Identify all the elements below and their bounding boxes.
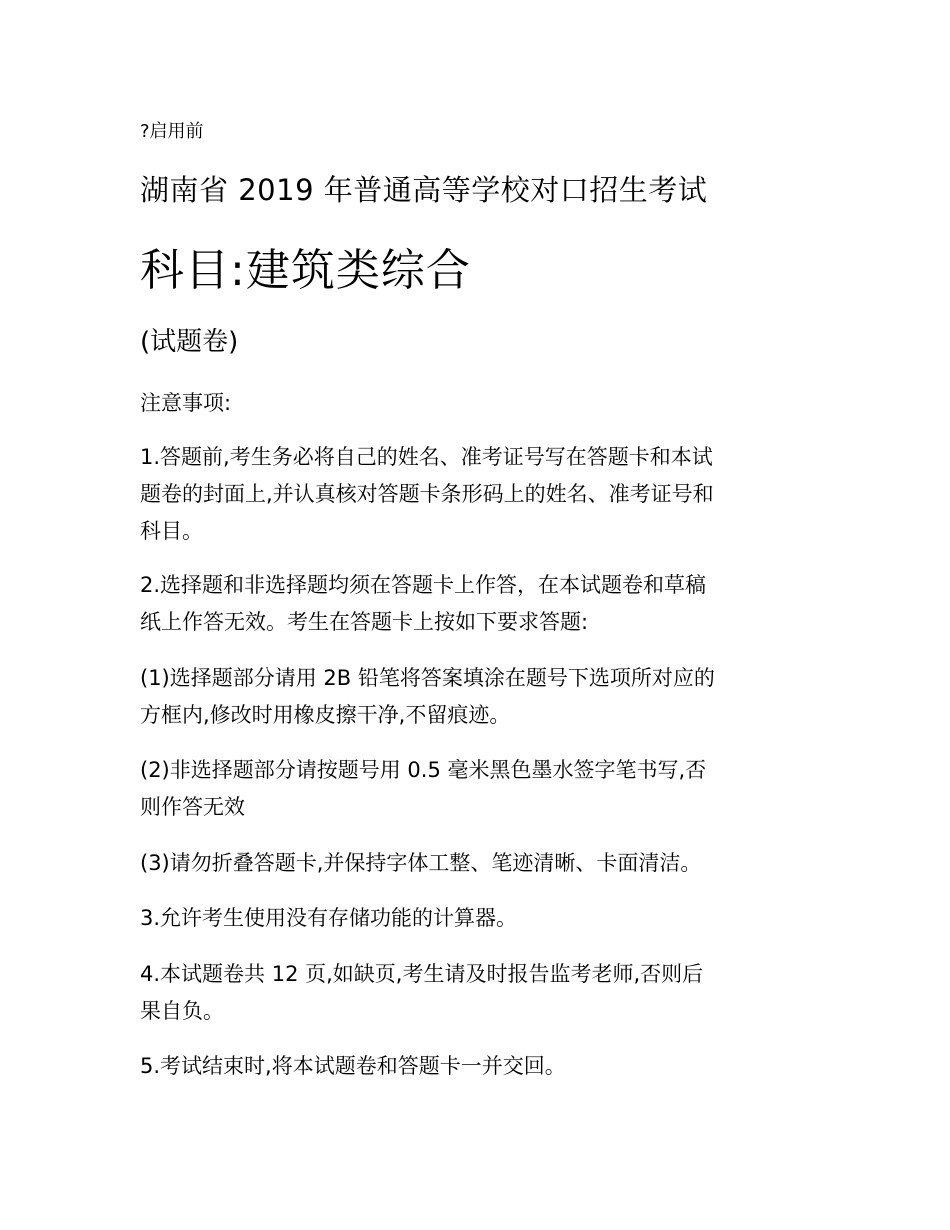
notice-item-2 <box>140 567 820 641</box>
notice-line: 纸上作答无效。考生在答题卡上按如下要求答题: <box>140 610 589 634</box>
notice-line: (1)选择题部分请用 2B 铅笔将答案填涂在题号下选项所对应的 <box>140 666 715 690</box>
notice-line: 5.考试结束时,将本试题卷和答题卡一并交回。 <box>140 1054 566 1078</box>
notice-line: 4.本试题卷共 12 页,如缺页,考生请及时报告监考老师,否则后 <box>140 962 704 986</box>
notice-line: 2.选择题和非选择题均须在答题卡上作答，在本试题卷和草稿 <box>140 573 707 597</box>
notice-item-5 <box>140 1048 820 1085</box>
exam-title: 湖南省 2019 年普通高等学校对口招生考试 <box>140 173 708 207</box>
notice-line: 则作答无效 <box>140 795 245 819</box>
notice-line: 科目。 <box>140 519 203 543</box>
notice-item-1 <box>140 439 820 550</box>
notice-line: 方框内,修改时用橡皮擦干净,不留痕迹。 <box>140 703 511 727</box>
notice-line: (2)非选择题部分请按题号用 0.5 毫米黑色墨水签字笔书写,否 <box>140 758 707 782</box>
secret-label: ?启用前 <box>140 121 204 142</box>
notice-item-2-3 <box>140 845 820 882</box>
notice-line: (3)请勿折叠答题卡,并保持字体工整、笔迹清晰、卡面清洁。 <box>140 851 702 875</box>
notice-line: 果自负。 <box>140 999 224 1023</box>
notice-line: 题卷的封面上,并认真核对答题卡条形码上的姓名、准考证号和 <box>140 482 714 506</box>
subject-title: 科目:建筑类综合 <box>140 245 471 296</box>
paper-type: (试题卷) <box>140 327 239 357</box>
notice-item-4 <box>140 956 820 1030</box>
notice-heading: 注意事项: <box>140 391 232 415</box>
notice-line: 1.答题前,考生务必将自己的姓名、准考证号写在答题卡和本试 <box>140 445 713 469</box>
notice-line: 3.允许考生使用没有存储功能的计算器。 <box>140 906 518 930</box>
notice-item-2-1 <box>140 660 820 734</box>
notice-item-2-2 <box>140 752 820 826</box>
notice-item-3 <box>140 900 820 937</box>
